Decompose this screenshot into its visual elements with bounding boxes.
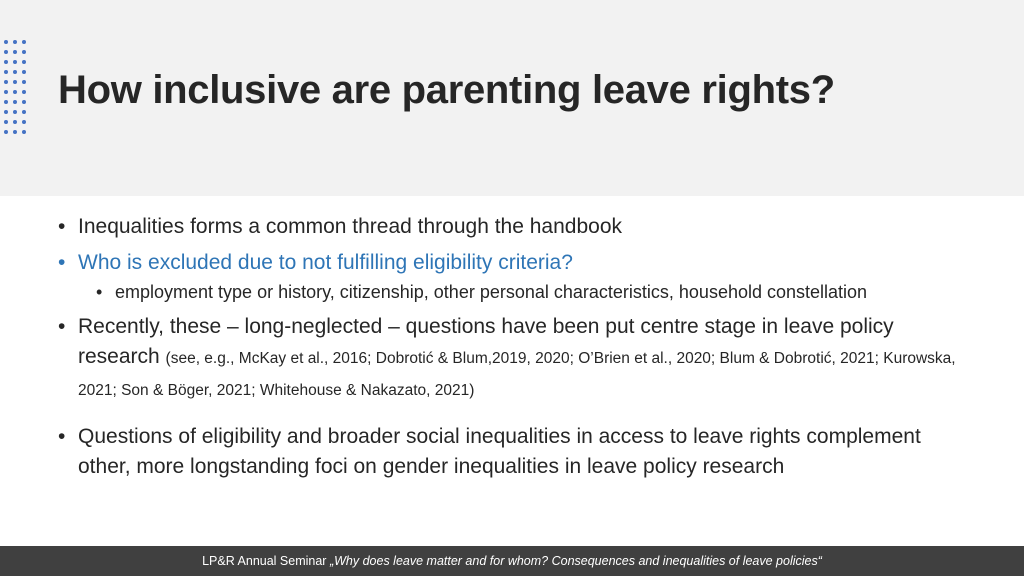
dot [22, 80, 26, 84]
dot [4, 50, 8, 54]
title-banner [0, 0, 1024, 196]
bullet-eligibility-question: • Who is excluded due to not fulfilling eligibility criteria? [58, 248, 958, 278]
citation-list: (see, e.g., McKay et al., 2016; Dobrotić & Blum,2019, 2020; O’Brien et al., 2020; Blum & Dobrotić, 2021; Kurowska, 2021; Son & Böger, 2021; Whitehouse & Nakazato, 2021) [78, 350, 956, 399]
dot [13, 40, 17, 44]
dot [13, 110, 17, 114]
dot [22, 60, 26, 64]
dot [4, 70, 8, 74]
bullet-inequalities: • Inequalities forms a common thread through the handbook [58, 212, 958, 242]
dot [13, 120, 17, 124]
bullet-recent-research [58, 312, 958, 406]
dot [22, 120, 26, 124]
dot [22, 70, 26, 74]
sub-bullet-criteria: • employment type or history, citizenship, other personal characteristics, household constellation [96, 278, 958, 306]
slide-title: How inclusive are parenting leave rights? [58, 68, 835, 112]
dot [13, 50, 17, 54]
dot [4, 130, 8, 134]
bullet-gender-inequalities: • Questions of eligibility and broader social inequalities in access to leave rights complement other, more longstanding foci on gender inequalities in leave policy research [58, 422, 958, 482]
dot [4, 80, 8, 84]
footer-bar [0, 546, 1024, 576]
dot [13, 80, 17, 84]
dot [4, 100, 8, 104]
dot [22, 90, 26, 94]
footer-seminar-title: „Why does leave matter and for whom? Consequences and inequalities of leave policies“ [329, 554, 822, 568]
bullet-recent-research-text: Recently, these – long-neglected – questions have been put centre stage in leave policy research [78, 315, 894, 368]
dot [22, 50, 26, 54]
dot [22, 40, 26, 44]
dot [13, 70, 17, 74]
dot [22, 130, 26, 134]
footer-prefix: LP&R Annual Seminar [202, 554, 327, 568]
dot-grid-decoration [4, 40, 26, 134]
dot [22, 100, 26, 104]
dot [13, 60, 17, 64]
dot [4, 60, 8, 64]
dot [13, 130, 17, 134]
bullet-list [58, 212, 958, 482]
dot [13, 90, 17, 94]
dot [13, 100, 17, 104]
dot [4, 90, 8, 94]
dot [4, 40, 8, 44]
dot [4, 110, 8, 114]
dot [4, 120, 8, 124]
dot [22, 110, 26, 114]
